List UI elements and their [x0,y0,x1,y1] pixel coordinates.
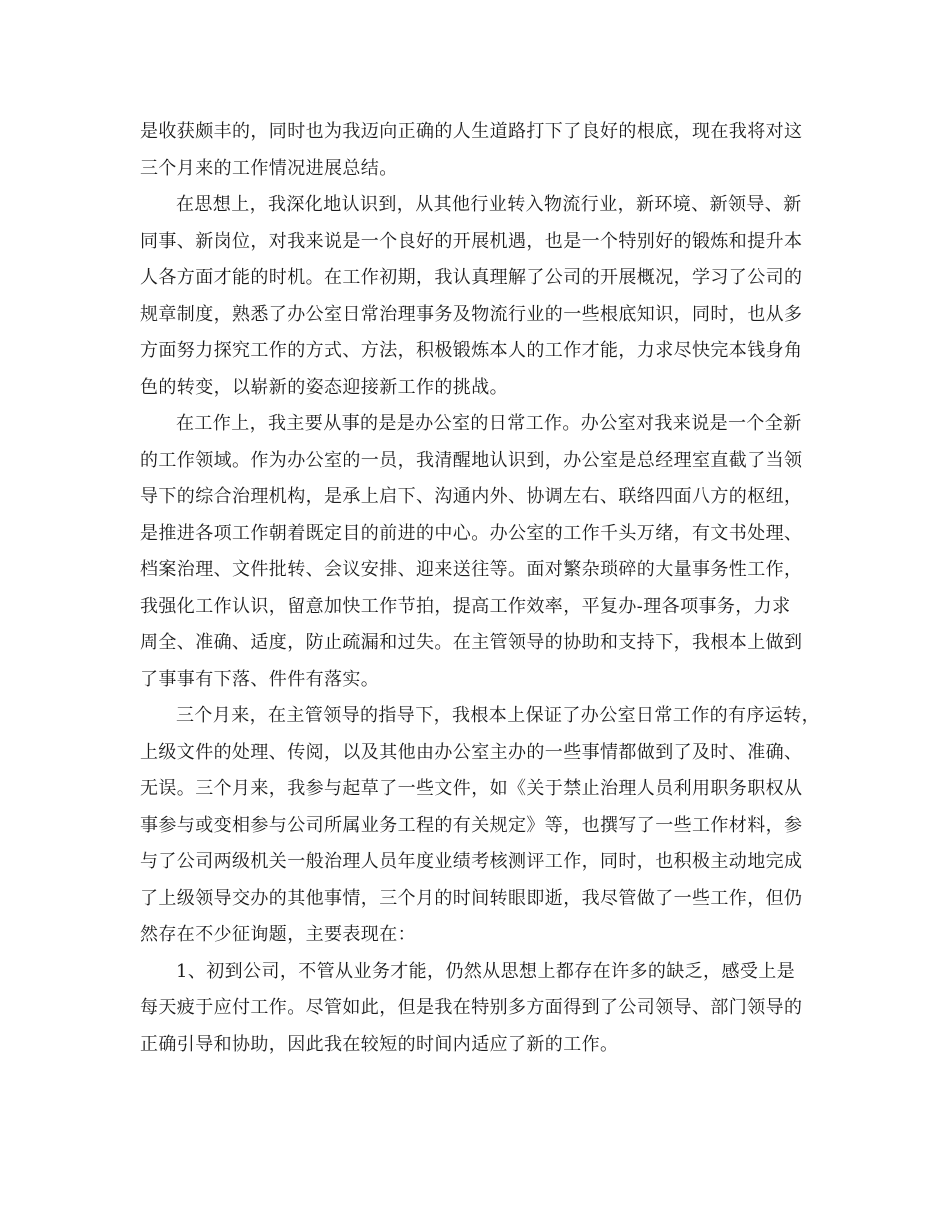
text-line: 正确引导和协助，因此我在较短的时间内适应了新的工作。 [140,1033,619,1055]
text-line: 我强化工作认识，留意加快工作节拍，提高工作效率，平复办-理各项事务，力求 [140,595,791,617]
text-line: 档案治理、文件批转、会议安排、迎来送往等。面对繁杂琐碎的大量事务性工作， [140,559,803,580]
paragraph-start-line: 三个月来，在主管领导的指导下，我根本上保证了办公室日常工作的有序运转， [176,705,820,726]
text-line: 周全、准确、适度，防止疏漏和过失。在主管领导的协助和支持下，我根本上做到 [140,632,803,653]
document-body [140,114,830,1063]
text-line: 是推进各项工作朝着既定目的前进的中心。办公室的工作千头万绪，有文书处理、 [140,522,803,544]
text-line: 是收获颇丰的，同时也为我迈向正确的人生道路打下了良好的根底，现在我将对这 [140,121,803,142]
text-line: 然存在不少征询题，主要表现在： [140,924,416,945]
text-line: 的工作领域。作为办公室的一员，我清醒地认识到，办公室是总经理室直截了当领 [140,449,803,471]
text-line: 方面努力探究工作的方式、方法，积极锻炼本人的工作才能，力求尽快完本钱身角 [140,340,803,361]
text-line: 无误。三个月来，我参与起草了一些文件，如《关于禁止治理人员利用职务职权从 [140,778,803,799]
text-line: 同事、新岗位，对我来说是一个良好的开展机遇，也是一个特别好的锻炼和提升本 [140,230,803,252]
text-line: 与了公司两级机关一般治理人员年度业绩考核测评工作，同时，也积极主动地完成 [140,851,803,872]
text-line: 规章制度，熟悉了办公室日常治理事务及物流行业的一些根底知识，同时，也从多 [140,303,803,325]
text-line: 上级文件的处理、传阅，以及其他由办公室主办的一些事情都做到了及时、准确、 [140,741,803,763]
text-line: 人各方面才能的时机。在工作初期，我认真理解了公司的开展概况，学习了公司的 [140,267,803,288]
text-line: 导下的综合治理机构，是承上启下、沟通内外、协调左右、联络四面八方的枢纽， [140,486,803,507]
paragraph-start-line: 在工作上，我主要从事的是是办公室的日常工作。办公室对我来说是一个全新 [176,413,802,434]
text-line: 了上级领导交办的其他事情，三个月的时间转眼即逝，我尽管做了一些工作，但仍 [140,887,803,909]
paragraph-start-line: 1、初到公司，不管从业务才能，仍然从思想上都存在许多的缺乏，感受上是 [176,960,796,982]
text-line: 色的转变，以崭新的姿态迎接新工作的挑战。 [140,376,508,398]
paragraph-start-line: 在思想上，我深化地认识到，从其他行业转入物流行业，新环境、新领导、新 [176,194,802,215]
text-line: 事参与或变相参与公司所属业务工程的有关规定》等，也撰写了一些工作材料，参 [140,814,803,836]
text-line: 了事事有下落、件件有落实。 [140,668,380,690]
text-line: 每天疲于应付工作。尽管如此，但是我在特别多方面得到了公司领导、部门领导的 [140,997,803,1018]
text-line: 三个月来的工作情况进展总结。 [140,157,398,179]
